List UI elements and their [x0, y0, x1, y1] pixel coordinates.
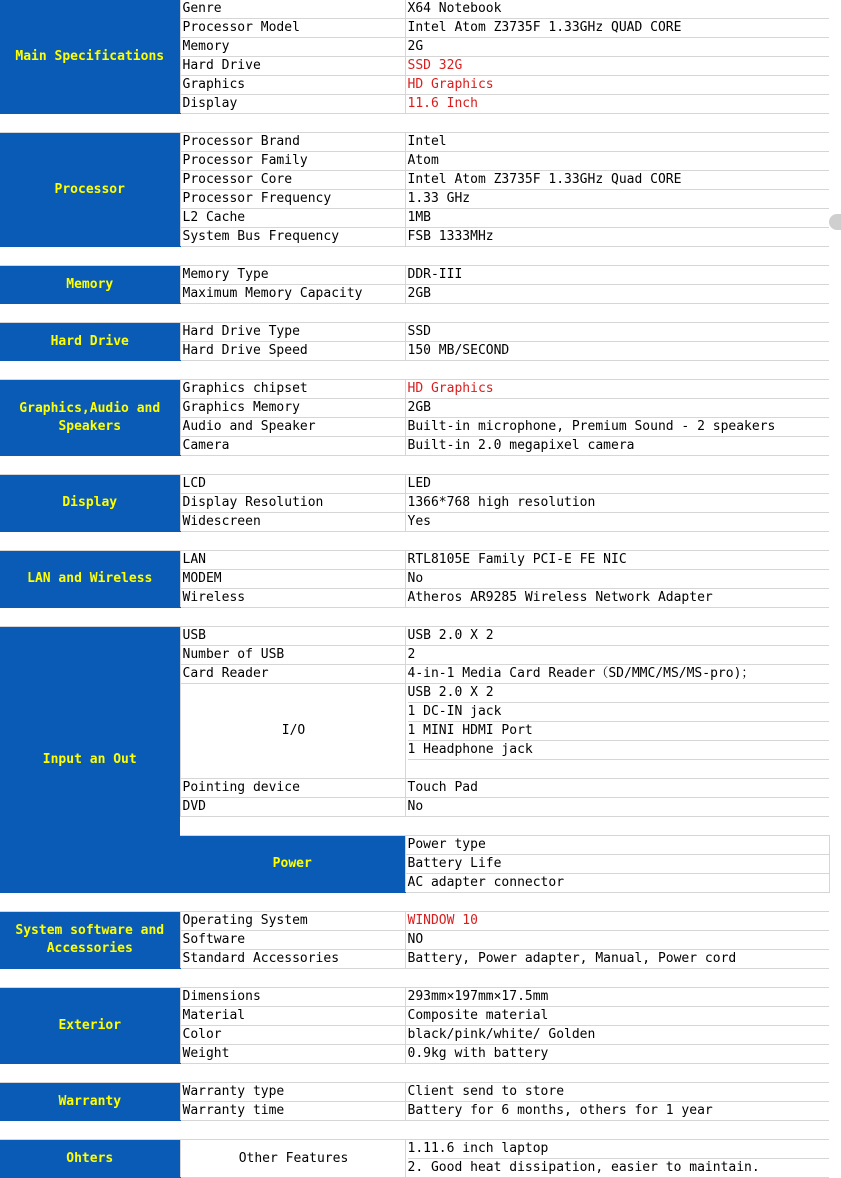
spec-value-line: USB 2.0 X 2: [408, 684, 830, 703]
spec-value: NO: [405, 931, 829, 950]
spec-label: Maximum Memory Capacity: [180, 285, 405, 304]
spec-row: [0, 912, 829, 931]
section-spacer: [0, 893, 829, 912]
section-title: Hard Drive: [0, 323, 180, 361]
section-spacer: [0, 969, 829, 988]
spec-label: Card Reader: [180, 665, 405, 684]
spacer-cell: [180, 817, 829, 836]
spec-value-line: 1 DC-IN jack: [408, 703, 830, 722]
spec-label: Wireless: [180, 589, 405, 608]
spec-label: Hard Drive Type: [180, 323, 405, 342]
spacer-cell: [0, 456, 829, 475]
section-title: Input an Out: [0, 627, 180, 893]
spec-label: Processor Brand: [180, 133, 405, 152]
spec-value: HD Graphics: [405, 76, 829, 95]
spec-label: Display: [180, 95, 405, 114]
spec-value: Intel: [405, 133, 829, 152]
spacer-cell: [0, 1121, 829, 1140]
spec-value: Touch Pad: [405, 779, 829, 798]
spec-row: [0, 133, 829, 152]
spec-label: Warranty time: [180, 1102, 405, 1121]
section-title: Graphics,Audio and Speakers: [0, 380, 180, 456]
spec-label: Graphics: [180, 76, 405, 95]
spec-value-line: 1.11.6 inch laptop: [408, 1140, 830, 1159]
spec-value: 293mm×197mm×17.5mm: [405, 988, 829, 1007]
spec-value: 1366*768 high resolution: [405, 494, 829, 513]
spec-row: [0, 475, 829, 494]
spec-row: [0, 551, 829, 570]
spec-label: Memory Type: [180, 266, 405, 285]
section-title: System software and Accessories: [0, 912, 180, 969]
spec-label: Processor Model: [180, 19, 405, 38]
spec-label: Widescreen: [180, 513, 405, 532]
spec-value: Atom: [405, 152, 829, 171]
spec-value: Intel Atom Z3735F 1.33GHz Quad CORE: [405, 171, 829, 190]
spec-value: Battery, Power adapter, Manual, Power cord: [405, 950, 829, 969]
section-title: Display: [0, 475, 180, 532]
spec-value: Built-in 2.0 megapixel camera: [405, 437, 829, 456]
spec-value: 0.9kg with battery: [405, 1045, 829, 1064]
spec-value: Yes: [405, 513, 829, 532]
spec-value: DDR-III: [405, 266, 829, 285]
spacer-cell: [0, 361, 829, 380]
spec-value: 2GB: [405, 399, 829, 418]
spec-label: System Bus Frequency: [180, 228, 405, 247]
spec-value: Composite material: [405, 1007, 829, 1026]
spec-row: [0, 1140, 829, 1178]
spec-label: Operating System: [180, 912, 405, 931]
spec-label: Processor Core: [180, 171, 405, 190]
section-spacer: [0, 304, 829, 323]
spec-label: Battery Life: [405, 855, 829, 874]
spec-row: [0, 988, 829, 1007]
spec-label: Audio and Speaker: [180, 418, 405, 437]
spec-value-line: 2. Good heat dissipation, easier to maintain.: [407, 1160, 760, 1175]
spec-value: 2G: [405, 38, 829, 57]
spec-value: X64 Notebook: [405, 0, 829, 19]
spec-value-line: 1 MINI HDMI Port: [408, 722, 830, 741]
spec-value-list: [405, 684, 829, 779]
spec-row: [0, 380, 829, 399]
section-title: Ohters: [0, 1140, 180, 1178]
spacer-cell: [0, 893, 829, 912]
spec-label: Graphics Memory: [180, 399, 405, 418]
spec-row: [0, 323, 829, 342]
spec-label: Warranty type: [180, 1083, 405, 1102]
spec-value: 11.6 Inch: [405, 95, 829, 114]
section-spacer: [0, 247, 829, 266]
spec-value: LED: [405, 475, 829, 494]
spec-label: Camera: [180, 437, 405, 456]
spec-label: LAN: [180, 551, 405, 570]
spec-label: Graphics chipset: [180, 380, 405, 399]
spec-label: LCD: [180, 475, 405, 494]
spec-value: RTL8105E Family PCI-E FE NIC: [405, 551, 829, 570]
spec-value-line: 1 Headphone jack: [408, 741, 830, 760]
spec-label: Hard Drive Speed: [180, 342, 405, 361]
spacer-cell: [0, 114, 829, 133]
spec-value: 150 MB/SECOND: [405, 342, 829, 361]
spec-label: Processor Frequency: [180, 190, 405, 209]
spec-label: DVD: [180, 798, 405, 817]
spacer-cell: [0, 969, 829, 988]
spec-value: Built-in microphone, Premium Sound - 2 speakers: [405, 418, 829, 437]
spec-label: Software: [180, 931, 405, 950]
spec-label: Pointing device: [180, 779, 405, 798]
spec-value: 4-in-1 Media Card Reader（SD/MMC/MS/MS-pro)；: [405, 665, 829, 684]
spec-value: WINDOW 10: [405, 912, 829, 931]
spec-value: Intel Atom Z3735F 1.33GHz QUAD CORE: [405, 19, 829, 38]
spec-label: Genre: [180, 0, 405, 19]
spec-label: Processor Family: [180, 152, 405, 171]
spec-label: MODEM: [180, 570, 405, 589]
spec-value: Battery for 6 months, others for 1 year: [405, 1102, 829, 1121]
spec-value: FSB 1333MHz: [405, 228, 829, 247]
section-title: Main Specifications: [0, 0, 180, 114]
spec-label: Standard Accessories: [180, 950, 405, 969]
spacer-cell: [0, 532, 829, 551]
spec-label: Color: [180, 1026, 405, 1045]
spec-value-line: [408, 760, 830, 778]
section-spacer: [0, 532, 829, 551]
spec-value: 1.33 GHz: [405, 190, 829, 209]
spacer-cell: [0, 304, 829, 323]
section-title: Memory: [0, 266, 180, 304]
section-title: Warranty: [0, 1083, 180, 1121]
spec-value: 1MB: [405, 209, 829, 228]
spec-value-list: [405, 1140, 829, 1178]
spec-row: [0, 0, 829, 19]
spec-row: [0, 266, 829, 285]
spec-label: Weight: [180, 1045, 405, 1064]
spec-label: L2 Cache: [180, 209, 405, 228]
spec-value: Atheros AR9285 Wireless Network Adapter: [405, 589, 829, 608]
spec-value: SSD: [405, 323, 829, 342]
spec-label: Number of USB: [180, 646, 405, 665]
spec-value: Client send to store: [405, 1083, 829, 1102]
section-spacer: [0, 1121, 829, 1140]
spec-label: Dimensions: [180, 988, 405, 1007]
spec-value: HD Graphics: [405, 380, 829, 399]
spec-label: I/O: [180, 684, 405, 779]
section-title: Processor: [0, 133, 180, 247]
section-spacer: [0, 114, 829, 133]
section-spacer: [0, 608, 829, 627]
spec-label: Power type: [405, 836, 829, 855]
spec-label: Other Features: [180, 1140, 405, 1178]
spec-label: Memory: [180, 38, 405, 57]
spec-value: No: [405, 798, 829, 817]
section-spacer: [0, 456, 829, 475]
scroll-handle[interactable]: [829, 214, 841, 230]
spec-row: [0, 1083, 829, 1102]
spec-label: Hard Drive: [180, 57, 405, 76]
spacer-cell: [0, 1064, 829, 1083]
spacer-cell: [0, 608, 829, 627]
spec-label: USB: [180, 627, 405, 646]
spec-value: black/pink/white/ Golden: [405, 1026, 829, 1045]
spec-value: 2GB: [405, 285, 829, 304]
section-title: LAN and Wireless: [0, 551, 180, 608]
spec-value: USB 2.0 X 2: [405, 627, 829, 646]
section-title: Exterior: [0, 988, 180, 1064]
spec-value: No: [405, 570, 829, 589]
spec-label: Material: [180, 1007, 405, 1026]
spec-value: 2: [405, 646, 829, 665]
section-spacer: [0, 361, 829, 380]
spec-label: AC adapter connector: [405, 874, 829, 893]
spacer-cell: [0, 247, 829, 266]
section-spacer: [0, 1064, 829, 1083]
section-title: Power: [180, 836, 405, 893]
spec-label: Display Resolution: [180, 494, 405, 513]
spec-value: SSD 32G: [405, 57, 829, 76]
spec-row: [0, 627, 829, 646]
